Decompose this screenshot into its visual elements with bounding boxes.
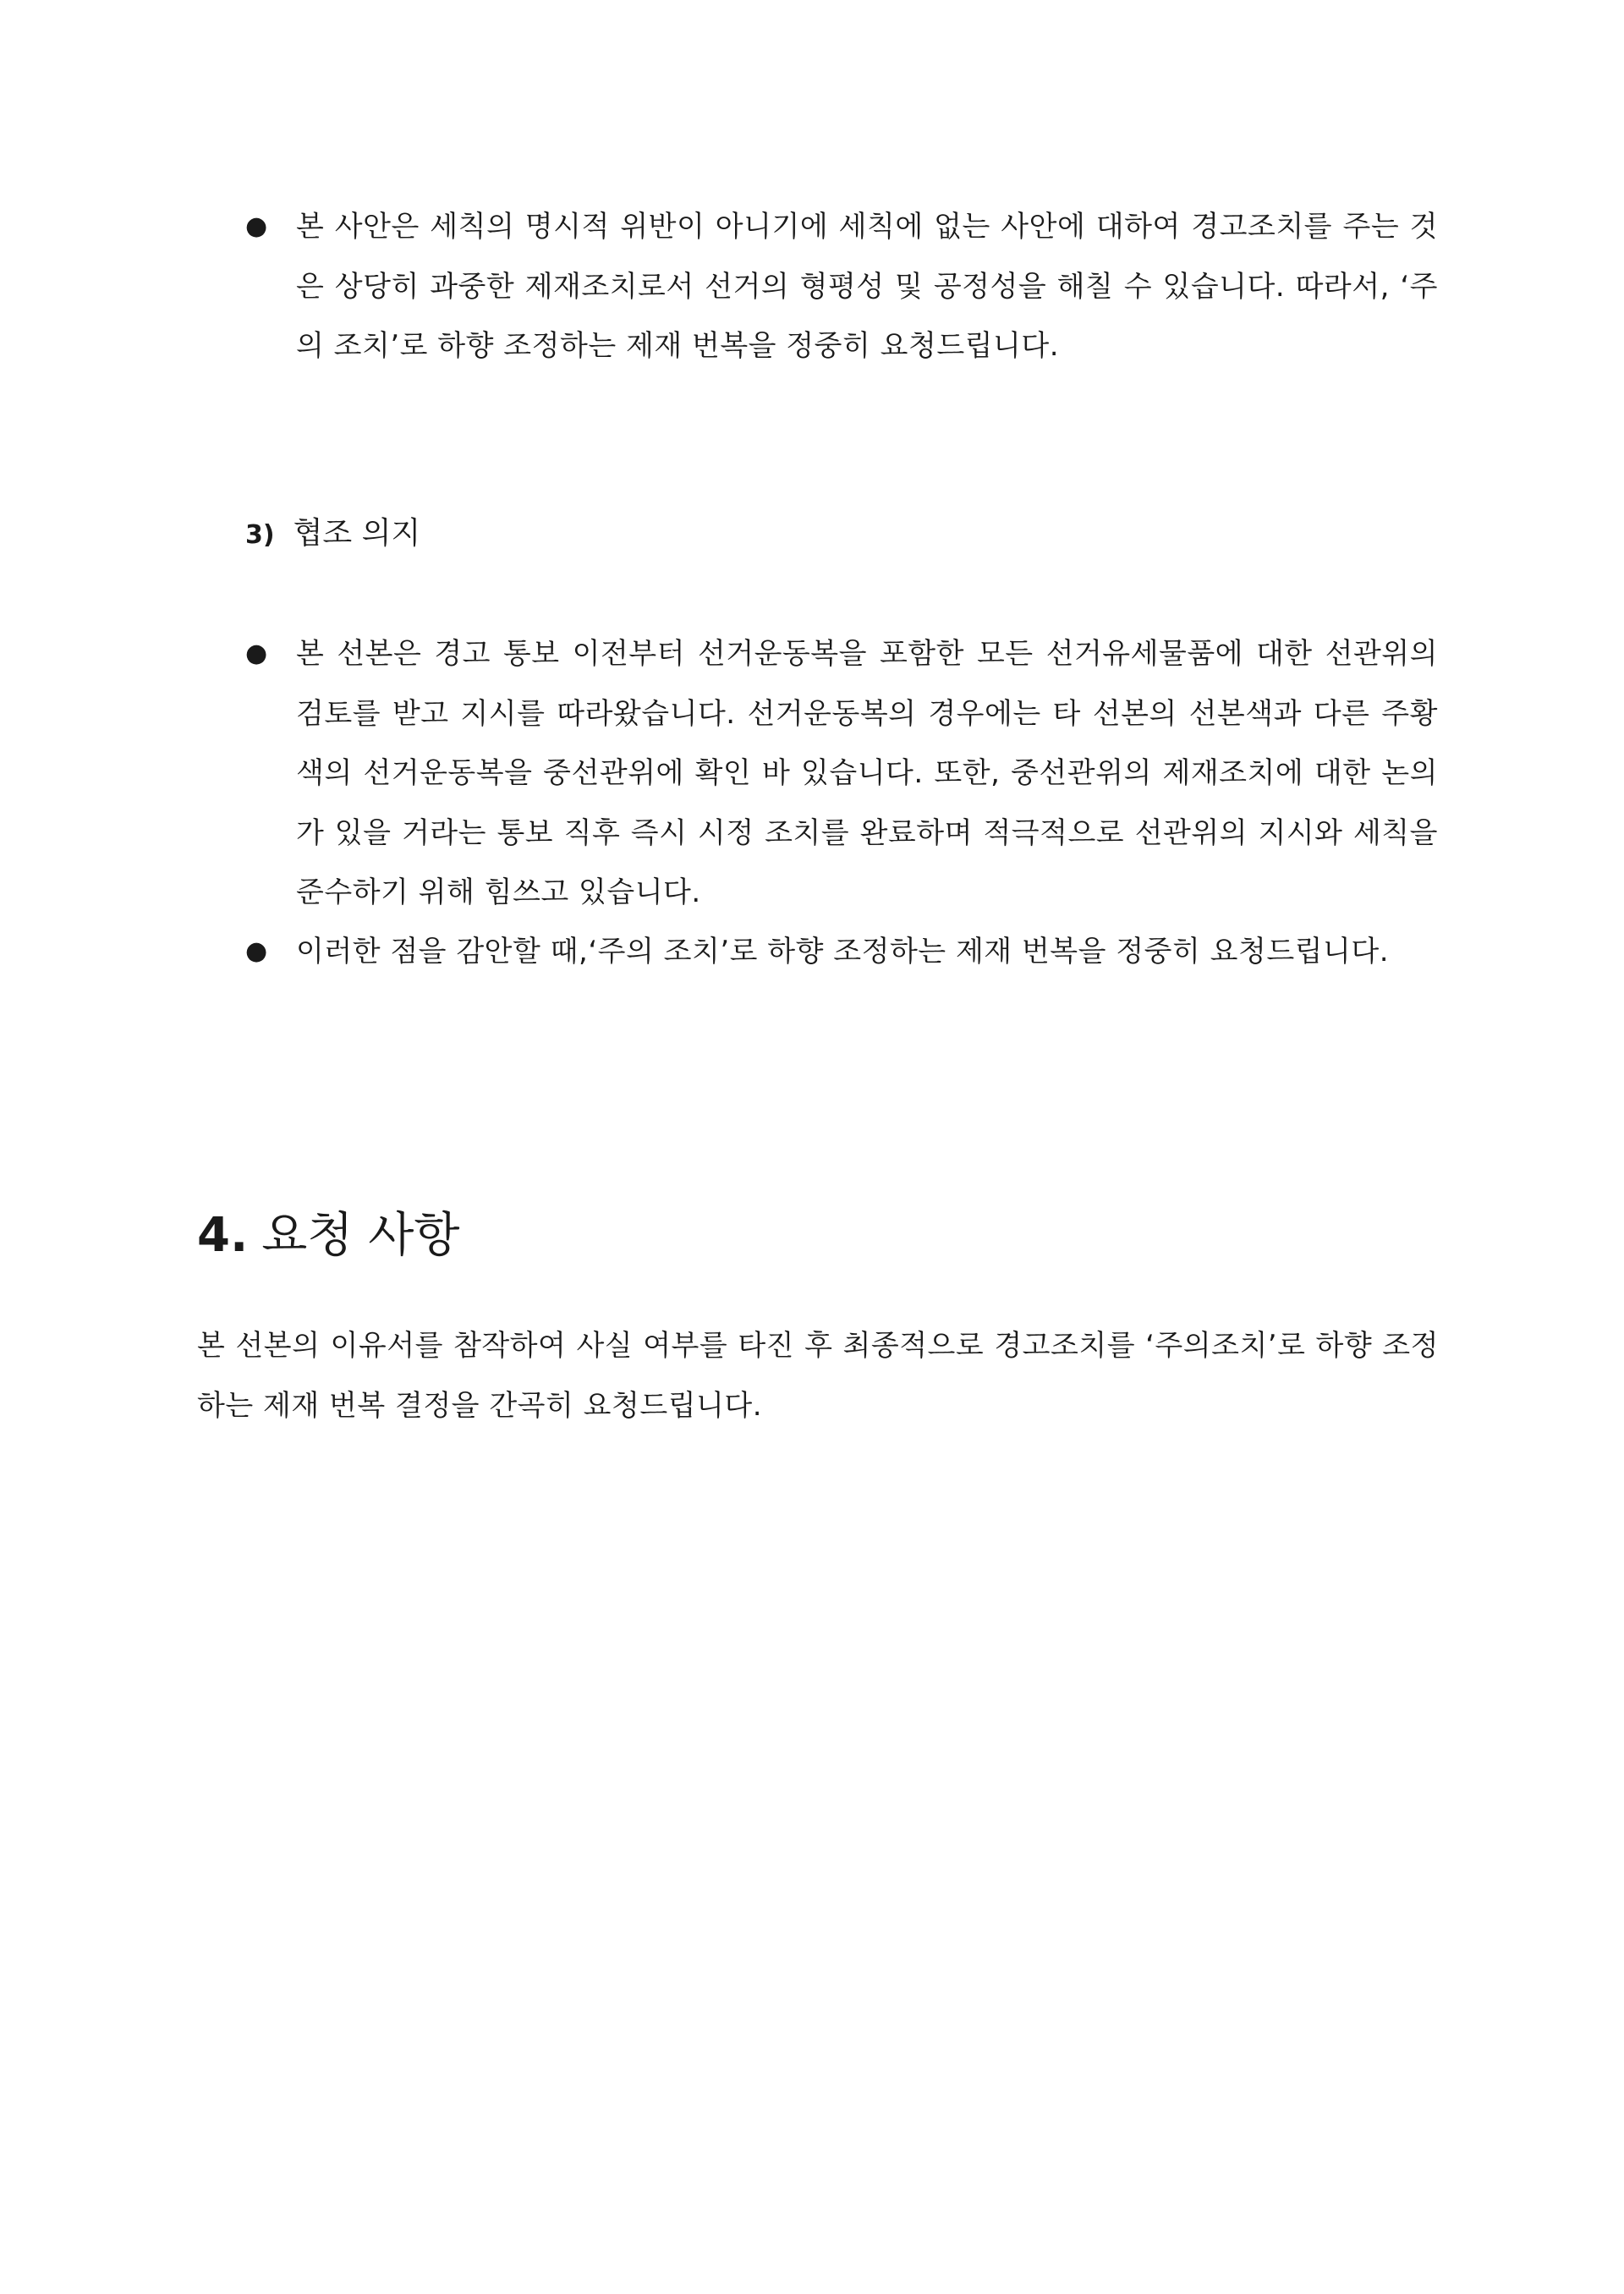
section-body: 본 선본의 이유서를 참작하여 사실 여부를 타진 후 최종적으로 경고조치를 ‘주의조치’로 하향 조정하는 제재 번복 결정을 간곡히 요청드립니다. xyxy=(197,1329,1439,1423)
list-item xyxy=(245,922,1438,982)
section-heading xyxy=(197,1204,459,1268)
list-item xyxy=(245,624,1438,923)
bullet-text: 본 선본은 경고 통보 이전부터 선거운동복을 포함한 모든 선거유세물품에 대한 선관위의 검토를 받고 지시를 따라왔습니다. 선거운동복의 경우에는 타 선본의 선본색과 다른 주황색의 선거운동복을 중선관위에 확인 바 있습니다. 또한, 중선관위의 제재조치에 대한 논의가 있을 거라는 통보 직후 즉시 시정 조치를 완료하며 적극적으로 선관위의 지시와 세칙을 준수하기 위해 힘쓰고 있습니다. xyxy=(296,637,1438,909)
bullet-icon: ● xyxy=(245,639,268,668)
list-item xyxy=(245,197,1438,376)
bullet-text: 본 사안은 세칙의 명시적 위반이 아니기에 세칙에 없는 사안에 대하여 경고조치를 주는 것은 상당히 과중한 제재조치로서 선거의 형평성 및 공정성을 해칠 수 있습니다. 따라서, ‘주의 조치’로 하향 조정하는 제재 번복을 정중히 요청드립니다. xyxy=(296,210,1438,363)
subsection-heading xyxy=(245,513,420,557)
section-number: 4. xyxy=(197,1208,249,1263)
bullet-text: 이러한 점을 감안할 때,‘주의 조치’로 하향 조정하는 제재 번복을 정중히 요청드립니다. xyxy=(296,935,1389,969)
subsection-title: 협조 의지 xyxy=(293,516,421,551)
bullet-icon: ● xyxy=(245,936,268,966)
subsection-number: 3) xyxy=(245,520,275,550)
section-title: 요청 사항 xyxy=(261,1208,460,1263)
bullet-icon: ● xyxy=(245,211,268,241)
